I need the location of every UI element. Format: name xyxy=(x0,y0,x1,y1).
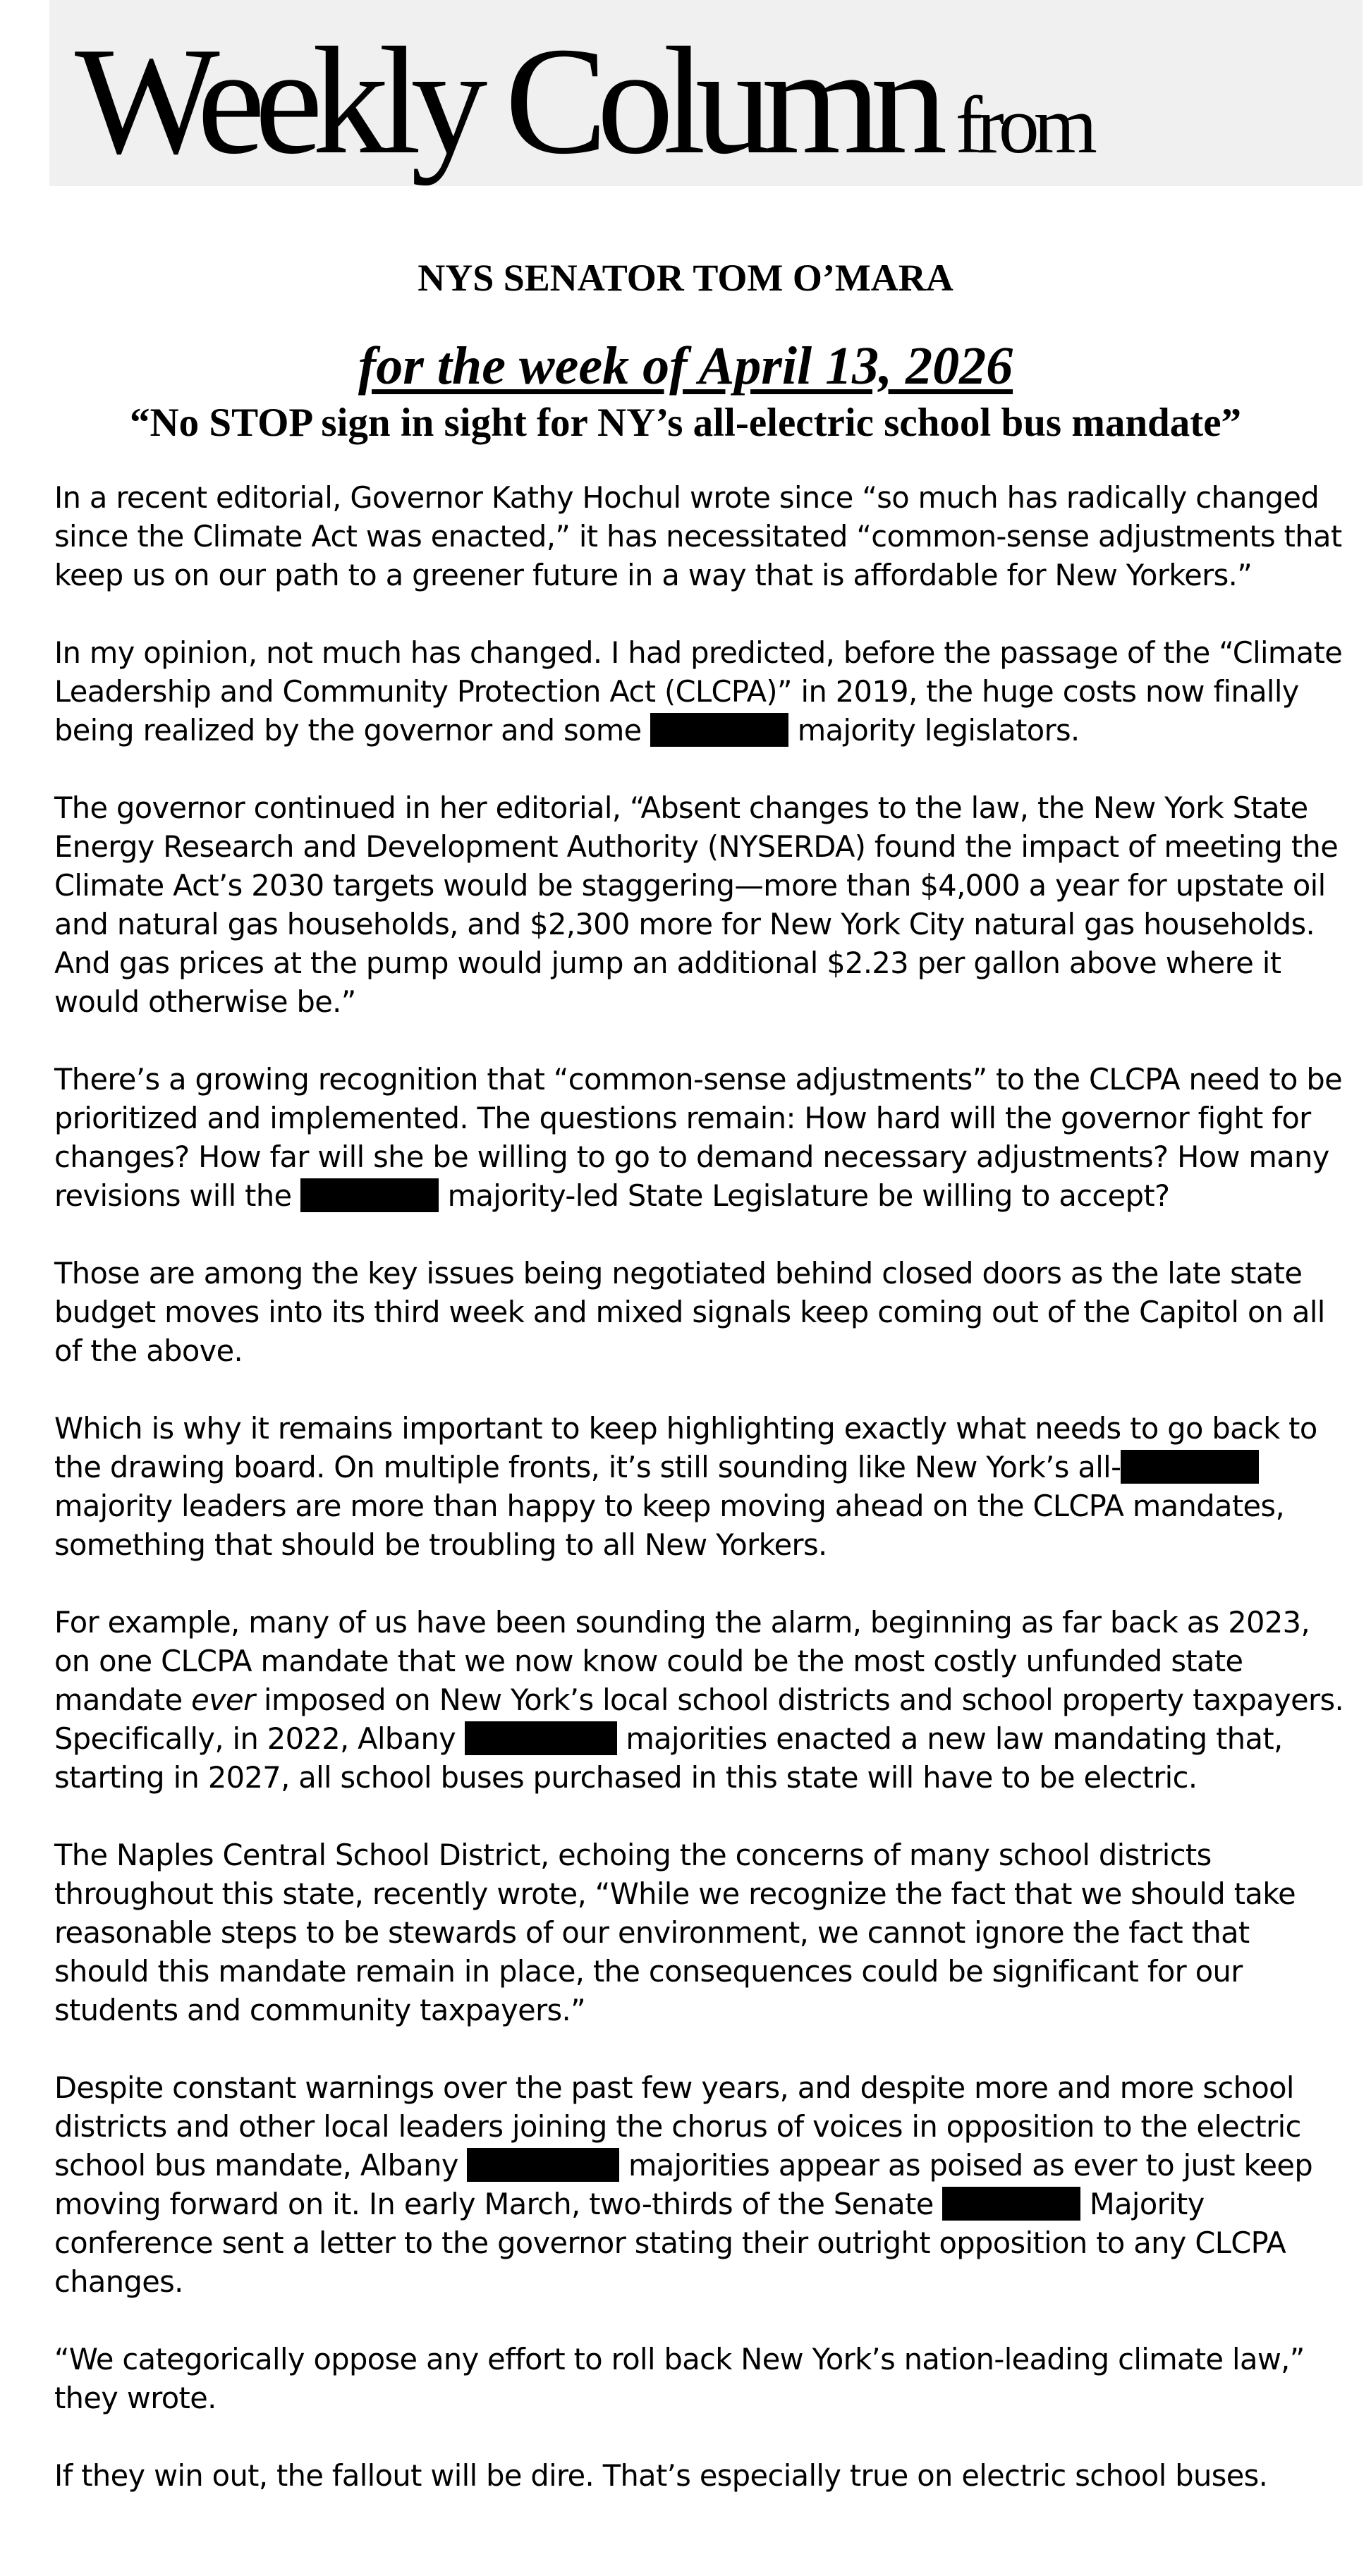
masthead-title xyxy=(75,16,1092,186)
masthead-title-text: Weekly Column xyxy=(75,16,937,186)
paragraph-2 xyxy=(54,633,1352,750)
redaction-bar xyxy=(942,2187,1080,2221)
paragraph-11: If they win out, the fallout will be dire. That’s especially true on electric school buses. xyxy=(54,2458,1268,2493)
paragraph-9 xyxy=(54,2068,1352,2301)
masthead-from: from xyxy=(955,80,1092,171)
text-run: imposed on New York’s local school districts and school property taxpayers. Specifically, in 2022, Albany xyxy=(54,1683,1344,1756)
redaction-bar xyxy=(467,2148,619,2182)
paragraph-4 xyxy=(54,1060,1352,1215)
text-run: majorities appear as poised as ever to just keep moving forward on it. In early March, two-thirds of the Senate xyxy=(54,2148,1313,2221)
paragraph-8: The Naples Central School District, echoing the concerns of many school districts throughout this state, recently wrote, “While we recognize the fact that we should take reasonable steps to be stewards of our environment, we cannot ignore the fact that should this mandate remain in place, the consequences could be significant for our students and community taxpayers.” xyxy=(54,1838,1296,2027)
text-run: In my opinion, not much has changed. I had predicted, before the passage of the “Climate Leadership and Community Protection Act (CLCPA)” in 2019, the huge costs now finally being realized by the governor and some xyxy=(54,635,1343,747)
text-run: majorities enacted a new law mandating that, starting in 2027, all school buses purchased in this state will have to be electric. xyxy=(54,1721,1283,1795)
paragraph-3: The governor continued in her editorial, “Absent changes to the law, the New York State Energy Research and Development Authority (NYSERDA) found the impact of meeting the Climate Act’s 2030 targets would be staggering—more than $4,000 a year for upstate oil and natural gas households, and $2,300 more for New York City natural gas households. And gas prices at the pump would jump an additional $2.23 per gallon above where it would otherwise be.” xyxy=(54,790,1339,1019)
text-run: There’s a growing recognition that “common-sense adjustments” to the CLCPA need to be prioritized and implemented. The questions remain: How hard will the governor fight for changes? How far will she be willing to go to demand necessary adjustments? How many revisions will the xyxy=(54,1062,1343,1213)
paragraph-6 xyxy=(54,1409,1352,1564)
article-body xyxy=(54,478,1352,2534)
paragraph-7 xyxy=(54,1603,1352,1797)
redaction-bar xyxy=(1121,1450,1259,1484)
paragraph-1: In a recent editorial, Governor Kathy Hochul wrote since “so much has radically changed since the Climate Act was enacted,” it has necessitated “common-sense adjustments that keep us on our path to a greener future in a way that is affordable for New Yorkers.” xyxy=(54,480,1342,592)
text-run: For example, many of us have been sounding the alarm, beginning as far back as 2023, on one CLCPA mandate that we now know could be the most costly unfunded state mandate xyxy=(54,1605,1310,1717)
paragraph-10: “We categorically oppose any effort to roll back New York’s nation-leading climate law,” they wrote. xyxy=(54,2342,1305,2415)
text-run: Which is why it remains important to keep highlighting exactly what needs to go back to the drawing board. On multiple fronts, it’s still sounding like New York’s all- xyxy=(54,1411,1317,1484)
text-run: Despite constant warnings over the past few years, and despite more and more school districts and other local leaders joining the chorus of voices in opposition to the electric school bus mandate, Albany xyxy=(54,2070,1301,2183)
text-run: majority-led State Legislature be willing to accept? xyxy=(439,1178,1170,1213)
masthead-banner xyxy=(49,0,1363,186)
text-run: majority legislators. xyxy=(788,713,1080,747)
text-run: Majority conference sent a letter to the governor stating their outright opposition to any CLCPA changes. xyxy=(54,2187,1286,2299)
week-line: for the week of April 13, 2026 xyxy=(358,336,1013,396)
text-run: majority leaders are more than happy to keep moving ahead on the CLCPA mandates, something that should be troubling to all New Yorkers. xyxy=(54,1489,1285,1562)
emphasis: ever xyxy=(191,1683,255,1717)
headline: “No STOP sign in sight for NY’s all-electric school bus mandate” xyxy=(129,401,1242,445)
paragraph-5: Those are among the key issues being negotiated behind closed doors as the late state budget moves into its third week and mixed signals keep coming out of the Capitol on all of the above. xyxy=(54,1256,1325,1368)
byline: NYS SENATOR TOM O’MARA xyxy=(418,257,953,299)
redaction-bar xyxy=(650,713,788,747)
redaction-bar xyxy=(465,1721,617,1755)
redaction-bar xyxy=(300,1178,439,1212)
